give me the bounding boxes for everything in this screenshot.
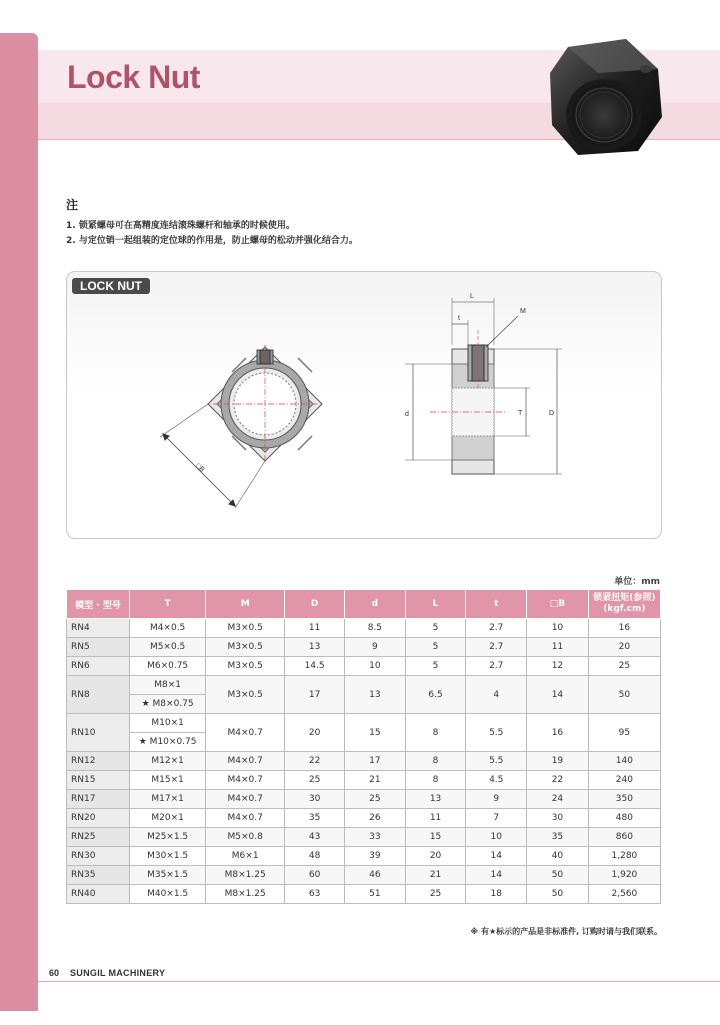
cell-M: M3×0.5 bbox=[206, 638, 285, 657]
cell-M: M8×1.25 bbox=[206, 866, 285, 885]
cell-L: 8 bbox=[405, 752, 466, 771]
cell-B: 14 bbox=[527, 676, 589, 714]
cell-torque: 350 bbox=[588, 790, 660, 809]
cell-d: 46 bbox=[345, 866, 406, 885]
cell-t: 14 bbox=[466, 866, 527, 885]
cell-torque: 2,560 bbox=[588, 885, 660, 904]
cell-M: M4×0.7 bbox=[206, 752, 285, 771]
cell-M: M4×0.7 bbox=[206, 790, 285, 809]
cell-M: M4×0.7 bbox=[206, 809, 285, 828]
cell-d: 10 bbox=[345, 657, 406, 676]
cell-L: 21 bbox=[405, 866, 466, 885]
cell-T: ★ M10×0.75 bbox=[130, 733, 206, 752]
cell-D: 14.5 bbox=[285, 657, 345, 676]
cell-M: M4×0.7 bbox=[206, 714, 285, 752]
cell-t: 7 bbox=[466, 809, 527, 828]
dim-tt-label: T bbox=[518, 410, 523, 417]
cell-D: 25 bbox=[285, 771, 345, 790]
cell-D: 60 bbox=[285, 866, 345, 885]
cell-t: 5.5 bbox=[466, 714, 527, 752]
cell-model: RN15 bbox=[67, 771, 130, 790]
cell-D: 63 bbox=[285, 885, 345, 904]
col-header-L: L bbox=[405, 590, 466, 619]
table-row bbox=[67, 847, 661, 866]
cell-T: M30×1.5 bbox=[130, 847, 206, 866]
cell-D: 30 bbox=[285, 790, 345, 809]
cell-torque: 25 bbox=[588, 657, 660, 676]
cell-L: 8 bbox=[405, 714, 466, 752]
front-view bbox=[160, 345, 322, 508]
col-header-d: d bbox=[345, 590, 406, 619]
cell-B: 22 bbox=[527, 771, 589, 790]
cell-torque: 140 bbox=[588, 752, 660, 771]
cell-t: 18 bbox=[466, 885, 527, 904]
cell-d: 25 bbox=[345, 790, 406, 809]
cell-t: 5.5 bbox=[466, 752, 527, 771]
cell-D: 22 bbox=[285, 752, 345, 771]
table-row bbox=[67, 771, 661, 790]
cell-torque: 1,280 bbox=[588, 847, 660, 866]
note-1: 1. 锁紧螺母可在高精度连结滚珠螺杆和轴承的时候使用。 bbox=[66, 221, 295, 231]
cell-B: 50 bbox=[527, 885, 589, 904]
cell-T: ★ M8×0.75 bbox=[130, 695, 206, 714]
cell-T: M35×1.5 bbox=[130, 866, 206, 885]
cell-model: RN30 bbox=[67, 847, 130, 866]
cell-B: 10 bbox=[527, 619, 589, 638]
cell-d: 26 bbox=[345, 809, 406, 828]
cell-B: 40 bbox=[527, 847, 589, 866]
table-row bbox=[67, 619, 661, 638]
cell-model: RN4 bbox=[67, 619, 130, 638]
cell-D: 48 bbox=[285, 847, 345, 866]
cell-M: M3×0.5 bbox=[206, 676, 285, 714]
cell-D: 13 bbox=[285, 638, 345, 657]
cell-L: 5 bbox=[405, 638, 466, 657]
note-2: 2. 与定位销一起组装的定位球的作用是，防止螺母的松动并强化结合力。 bbox=[66, 236, 358, 246]
col-header-torque: 锁紧扭矩(参照) (kgf.cm) bbox=[588, 590, 660, 619]
cell-M: M5×0.8 bbox=[206, 828, 285, 847]
cell-t: 10 bbox=[466, 828, 527, 847]
cell-T: M25×1.5 bbox=[130, 828, 206, 847]
page-title: Lock Nut bbox=[67, 59, 200, 95]
cell-model: RN8 bbox=[67, 676, 130, 714]
cell-d: 9 bbox=[345, 638, 406, 657]
cell-M: M3×0.5 bbox=[206, 619, 285, 638]
table-row bbox=[67, 657, 661, 676]
cell-t: 4 bbox=[466, 676, 527, 714]
table-row bbox=[67, 866, 661, 885]
cell-T: M6×0.75 bbox=[130, 657, 206, 676]
table-row bbox=[67, 809, 661, 828]
dim-m-label: M bbox=[520, 308, 526, 315]
table-row bbox=[67, 790, 661, 809]
cell-M: M8×1.25 bbox=[206, 885, 285, 904]
cell-model: RN20 bbox=[67, 809, 130, 828]
cell-B: 12 bbox=[527, 657, 589, 676]
cell-d: 15 bbox=[345, 714, 406, 752]
cell-B: 16 bbox=[527, 714, 589, 752]
footnote: ※ 有★标示的产品是非标准件, 订购时请与我们联系。 bbox=[470, 927, 662, 936]
col-header-T: T bbox=[130, 590, 206, 619]
cell-T: M12×1 bbox=[130, 752, 206, 771]
cell-D: 20 bbox=[285, 714, 345, 752]
cell-model: RN35 bbox=[67, 866, 130, 885]
cell-T: M4×0.5 bbox=[130, 619, 206, 638]
cell-model: RN17 bbox=[67, 790, 130, 809]
cell-T: M20×1 bbox=[130, 809, 206, 828]
unit-label: 单位：mm bbox=[614, 577, 660, 587]
cell-L: 11 bbox=[405, 809, 466, 828]
cell-L: 25 bbox=[405, 885, 466, 904]
table-header-row bbox=[67, 590, 661, 619]
cell-D: 43 bbox=[285, 828, 345, 847]
cell-M: M6×1 bbox=[206, 847, 285, 866]
footer-divider bbox=[38, 981, 720, 982]
cell-model: RN40 bbox=[67, 885, 130, 904]
cell-t: 2.7 bbox=[466, 619, 527, 638]
cell-model: RN25 bbox=[67, 828, 130, 847]
cell-torque: 50 bbox=[588, 676, 660, 714]
cell-d: 13 bbox=[345, 676, 406, 714]
col-header-B: □B bbox=[527, 590, 589, 619]
cell-T: M8×1 bbox=[130, 676, 206, 695]
cell-T: M5×0.5 bbox=[130, 638, 206, 657]
notes-title: 注 bbox=[66, 198, 79, 212]
cell-model: RN5 bbox=[67, 638, 130, 657]
col-header-D: D bbox=[285, 590, 345, 619]
cell-B: 11 bbox=[527, 638, 589, 657]
cell-T: M15×1 bbox=[130, 771, 206, 790]
dim-d-label: d bbox=[405, 411, 409, 418]
table-row bbox=[67, 752, 661, 771]
cell-M: M4×0.7 bbox=[206, 771, 285, 790]
cell-t: 4.5 bbox=[466, 771, 527, 790]
side-view bbox=[405, 298, 562, 474]
cell-t: 2.7 bbox=[466, 657, 527, 676]
cell-torque: 95 bbox=[588, 714, 660, 752]
cell-model: RN10 bbox=[67, 714, 130, 752]
dim-db-label: □B bbox=[194, 462, 206, 474]
table-row bbox=[67, 714, 661, 733]
table-row bbox=[67, 638, 661, 657]
cell-torque: 1,920 bbox=[588, 866, 660, 885]
cell-d: 8.5 bbox=[345, 619, 406, 638]
drawing-tag: LOCK NUT bbox=[72, 278, 150, 294]
dim-l-label: L bbox=[470, 293, 474, 300]
cell-D: 11 bbox=[285, 619, 345, 638]
cell-t: 2.7 bbox=[466, 638, 527, 657]
cell-model: RN12 bbox=[67, 752, 130, 771]
cell-B: 19 bbox=[527, 752, 589, 771]
cell-D: 35 bbox=[285, 809, 345, 828]
cell-torque: 240 bbox=[588, 771, 660, 790]
cell-d: 39 bbox=[345, 847, 406, 866]
dim-dd-label: D bbox=[549, 410, 555, 417]
col-header-M: M bbox=[206, 590, 285, 619]
col-header-model: 模型 · 型号 bbox=[67, 590, 130, 619]
dim-t-label: t bbox=[458, 315, 460, 322]
cell-L: 5 bbox=[405, 619, 466, 638]
col-header-t: t bbox=[466, 590, 527, 619]
spec-table bbox=[66, 589, 661, 904]
cell-L: 8 bbox=[405, 771, 466, 790]
cell-M: M3×0.5 bbox=[206, 657, 285, 676]
cell-T: M17×1 bbox=[130, 790, 206, 809]
cell-B: 50 bbox=[527, 866, 589, 885]
cell-torque: 480 bbox=[588, 809, 660, 828]
cell-torque: 860 bbox=[588, 828, 660, 847]
cell-D: 17 bbox=[285, 676, 345, 714]
cell-L: 15 bbox=[405, 828, 466, 847]
cell-d: 17 bbox=[345, 752, 406, 771]
cell-B: 30 bbox=[527, 809, 589, 828]
table-row bbox=[67, 828, 661, 847]
company-name: SUNGIL MACHINERY bbox=[70, 968, 166, 978]
cell-L: 5 bbox=[405, 657, 466, 676]
cell-L: 6.5 bbox=[405, 676, 466, 714]
table-row bbox=[67, 885, 661, 904]
cell-B: 35 bbox=[527, 828, 589, 847]
cell-B: 24 bbox=[527, 790, 589, 809]
cell-torque: 16 bbox=[588, 619, 660, 638]
cell-t: 9 bbox=[466, 790, 527, 809]
cell-L: 20 bbox=[405, 847, 466, 866]
cell-d: 33 bbox=[345, 828, 406, 847]
table-body bbox=[67, 619, 661, 904]
cell-d: 21 bbox=[345, 771, 406, 790]
page-number: 60 bbox=[49, 968, 60, 978]
cell-d: 51 bbox=[345, 885, 406, 904]
cell-L: 13 bbox=[405, 790, 466, 809]
cell-T: M40×1.5 bbox=[130, 885, 206, 904]
cell-model: RN6 bbox=[67, 657, 130, 676]
table-row bbox=[67, 676, 661, 695]
cell-torque: 20 bbox=[588, 638, 660, 657]
cell-t: 14 bbox=[466, 847, 527, 866]
cell-T: M10×1 bbox=[130, 714, 206, 733]
